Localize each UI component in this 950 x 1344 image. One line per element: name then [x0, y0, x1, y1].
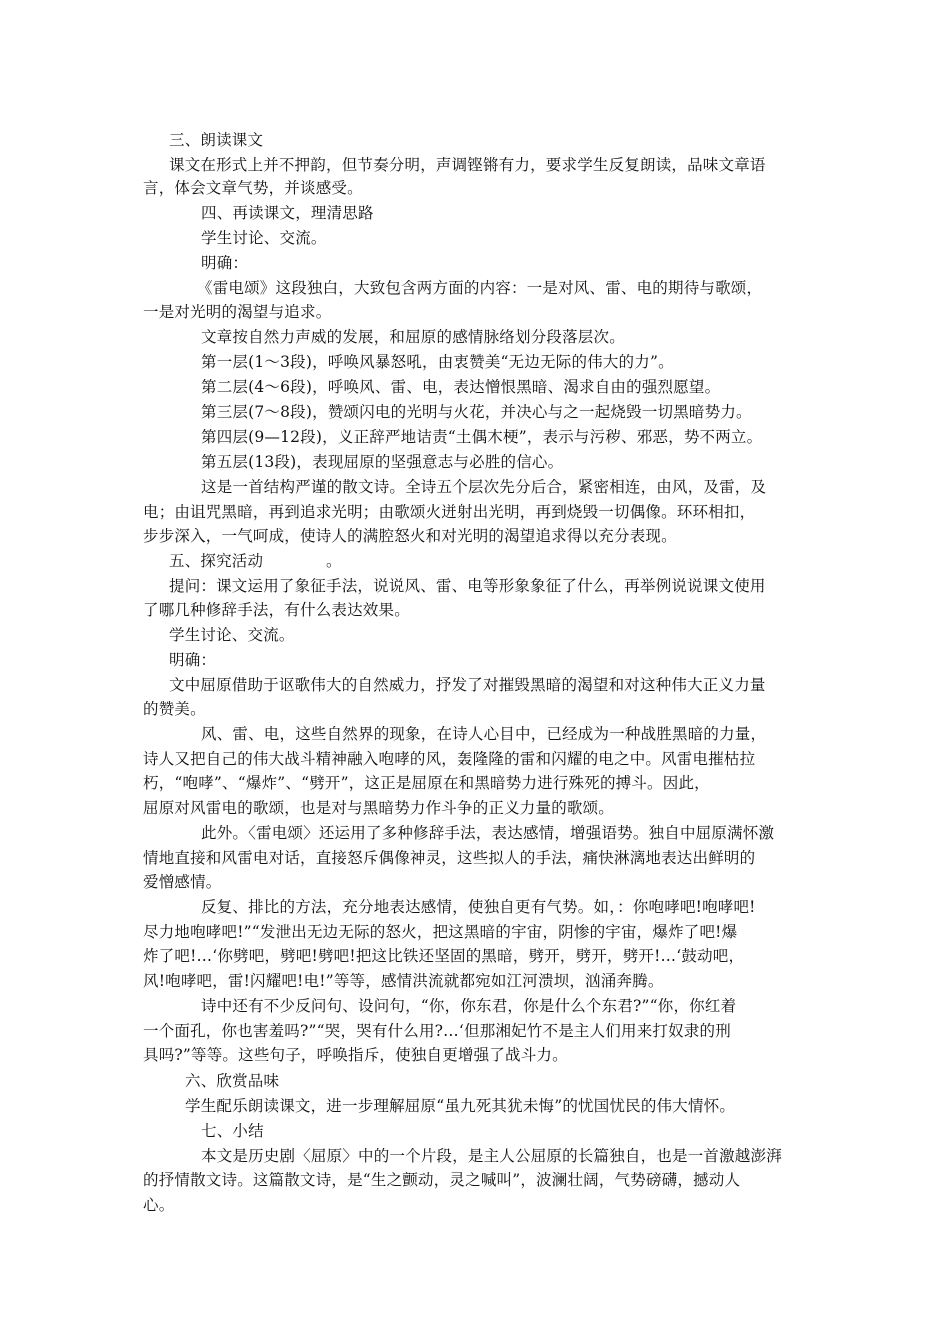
paragraph-line: 言，体会文章气势，并谈感受。: [143, 179, 363, 197]
paragraph-line: 文中屈原借助于讴歌伟大的自然威力，抒发了对摧毁黑暗的渴望和对这种伟大正义力量: [169, 676, 766, 694]
paragraph-line: 的抒情散文诗。这篇散文诗，是“生之颤动，灵之喊叫”，波澜壮阔，气势磅礴，撼动人: [143, 1171, 741, 1189]
paragraph-line: 了哪几种修辞手法，有什么表达效果。: [143, 601, 410, 619]
paragraph-line: 第一层(1～3段)，呼唤风暴怒吼，由衷赞美“无边无际的伟大的力”。: [201, 353, 674, 371]
heading-summary: 七、小结: [201, 1122, 264, 1140]
paragraph-line: 明确：: [201, 254, 249, 272]
paragraph-line: 情地直接和风雷电对话，直接怒斥偶像神灵，这些拟人的手法，痛快淋漓地表达出鲜明的: [143, 849, 756, 867]
paragraph-line: 反复、排比的方法，充分地表达感情，使独自更有气势。如，：你咆哮吧!咆哮吧!: [201, 898, 756, 916]
paragraph-line: 本文是历史剧〈屈原〉中的一个片段，是主人公屈原的长篇独自，也是一首激越澎湃: [201, 1147, 782, 1165]
paragraph-line: 提问：课文运用了象征手法，说说风、雷、电等形象象征了什么，再举例说说课文使用: [169, 577, 766, 595]
paragraph-line: 这是一首结构严谨的散文诗。全诗五个层次先分后合，紧密相连，由风，及雷，及: [201, 478, 767, 496]
paragraph-line: 电；由诅咒黑暗，再到追求光明；由歌颂火迸射出光明，再到烧毁一切偶像。环环相扣，: [143, 503, 756, 521]
paragraph-line: 第二层(4～6段)，呼唤风、雷、电，表达憎恨黑暗、渴求自由的强烈愿望。: [201, 378, 721, 396]
heading-reread: 四、再读课文，理清思路: [201, 204, 374, 222]
paragraph-line: 一个面孔，你也害羞吗?”“哭，哭有什么用?…‘但那湘妃竹不是主人们用来打奴隶的刑: [143, 1022, 731, 1040]
heading-explore: 五、探究活动 。: [169, 552, 342, 570]
paragraph-line: 诗人又把自己的伟大战斗精神融入咆哮的风，轰隆隆的雷和闪耀的电之中。风雷电摧枯拉: [143, 750, 756, 768]
paragraph-line: 炸了吧!…‘你劈吧，劈吧!劈吧!把这比铁还坚固的黑暗，劈开，劈开，劈开!…‘鼓动吧，: [143, 947, 745, 965]
paragraph-line: 风!咆哮吧，雷!闪耀吧!电!”等等，感情洪流就都宛如江河溃坝，汹涌奔腾。: [143, 972, 664, 990]
heading-read-aloud: 三、朗读课文: [169, 131, 264, 149]
paragraph-line: 学生讨论、交流。: [169, 626, 295, 644]
heading-appreciate: 六、欣赏品味: [185, 1072, 280, 1090]
paragraph-line: 课文在形式上并不押韵，但节奏分明，声调铿锵有力，要求学生反复朗读，品味文章语: [169, 156, 766, 174]
paragraph-line: 第五层(13段)，表现屈原的坚强意志与必胜的信心。: [201, 453, 564, 471]
paragraph-line: 心。: [143, 1196, 175, 1214]
paragraph-line: 风、雷、电，这些自然界的现象，在诗人心目中，已经成为一种战胜黑暗的力量，: [201, 725, 767, 743]
paragraph-line: 此外。〈雷电颂〉还运用了多种修辞手法，表达感情，增强语势。独自中屈原满怀激: [201, 824, 775, 842]
paragraph-line: 步步深入，一气呵成，使诗人的满腔怒火和对光明的渴望追求得以充分表现。: [143, 527, 677, 545]
paragraph-line: 第四层(9—12段)，义正辞严地诘责“土偶木梗”，表示与污秽、邪恶，势不两立。: [201, 428, 763, 446]
paragraph-line: 一是对光明的渴望与追求。: [143, 303, 332, 321]
paragraph-line: 屈原对风雷电的歌颂，也是对与黑暗势力作斗争的正义力量的歌颂。: [143, 799, 615, 817]
paragraph-line: 学生讨论、交流。: [201, 229, 327, 247]
paragraph-line: 学生配乐朗读课文，进一步理解屈原“虽九死其犹未悔”的忧国忧民的伟大情怀。: [185, 1097, 736, 1115]
paragraph-line: 《雷电颂》这段独白，大致包含两方面的内容：一是对风、雷、电的期待与歌颂，: [197, 279, 763, 297]
paragraph-line: 第三层(7～8段)，赞颂闪电的光明与火花，并决心与之一起烧毁一切黑暗势力。: [201, 403, 752, 421]
paragraph-line: 具吗?”等等。这些句子，呼唤指斥，使独自更增强了战斗力。: [143, 1046, 568, 1064]
paragraph-line: 朽，“咆哮”、“爆炸”、“劈开”，这正是屈原在和黑暗势力进行殊死的搏斗。因此，: [143, 774, 710, 792]
paragraph-line: 尽力地咆哮吧!”“发泄出无边无际的怒火，把这黑暗的宇宙，阴惨的宇宙，爆炸了吧!爆: [143, 923, 738, 941]
paragraph-line: 明确：: [169, 651, 217, 669]
paragraph-line: 的赞美。: [143, 700, 206, 718]
paragraph-line: 文章按自然力声威的发展，和屈原的感情脉络划分段落层次。: [201, 328, 625, 346]
paragraph-line: 爱憎感情。: [143, 873, 222, 891]
paragraph-line: 诗中还有不少反问句、设问句，“你，你东君，你是什么个东君?”“你，你红着: [201, 997, 737, 1015]
